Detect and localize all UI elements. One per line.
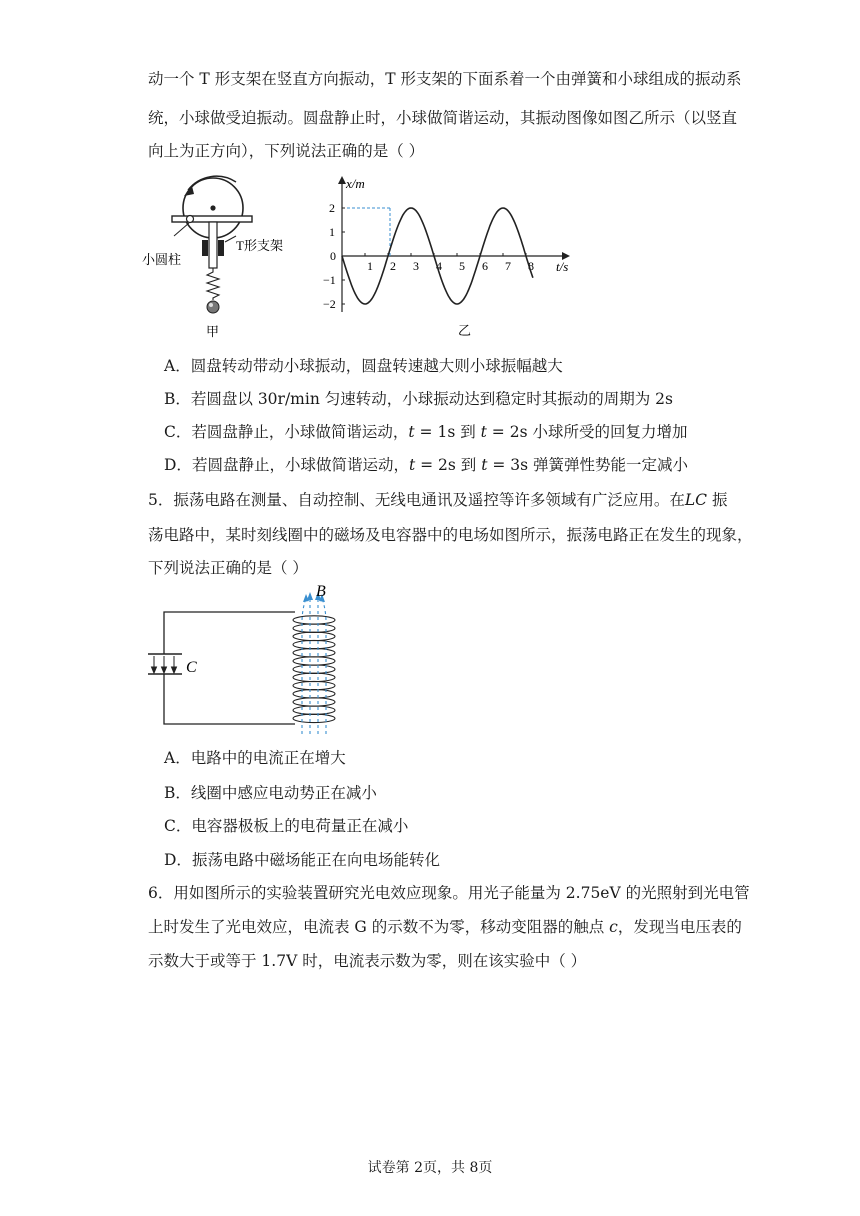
q5-option-a: A．电路中的电流正在增大: [164, 749, 346, 767]
label-t-bracket: T形支架: [236, 238, 283, 253]
q4-line-1: 动一个 T 形支架在竖直方向振动，T 形支架的下面系着一个由弹簧和小球组成的振动系: [148, 70, 742, 88]
y-tick-label: 1: [329, 225, 335, 239]
y-tick-label: −2: [323, 297, 336, 311]
label-small-cylinder: 小圆柱: [142, 252, 182, 267]
q5-line-2: 荡电路中，某时刻线圈中的磁场及电容器中的电场如图所示，振荡电路正在发生的现象，: [148, 526, 753, 544]
x-tick-label: 1: [367, 259, 373, 273]
q6-line-3: 示数大于或等于 1.7V 时，电流表示数为零，则在该实验中（ ）: [148, 952, 587, 970]
x-tick-label: 5: [459, 259, 465, 273]
coil-turn: [293, 657, 335, 665]
q4-option-a: A．圆盘转动带动小球振动，圆盘转速越大则小球振幅越大: [164, 357, 563, 375]
label-c: C: [186, 659, 197, 676]
x-tick-label: 4: [436, 259, 442, 273]
coil-turn: [293, 673, 335, 681]
caption-jia: 甲: [206, 324, 220, 339]
q4-option-d: D．若圆盘静止，小球做简谐运动，t = 2s 到 t = 3s 弹簧弹性势能一定减小: [164, 456, 689, 474]
coil-turn: [293, 640, 335, 648]
coil-turn: [293, 706, 335, 714]
x-tick-label: 2: [390, 259, 396, 273]
q4-option-c: C．若圆盘静止，小球做简谐运动，t = 1s 到 t = 2s 小球所受的回复力增加: [164, 423, 688, 441]
label-b: B: [316, 583, 326, 600]
y-tick-label: −1: [323, 273, 336, 287]
q4-line-3: 向上为正方向），下列说法正确的是（ ）: [148, 142, 425, 160]
coil-turn: [293, 714, 335, 722]
figure-lc-circuit: [140, 582, 370, 742]
coil-turn: [293, 649, 335, 657]
q4-option-b: B．若圆盘以 30r/min 匀速转动，小球振动达到稳定时其振动的周期为 2s: [164, 390, 673, 408]
figure-jia: [140, 176, 300, 346]
q6-line-1: 6．用如图所示的实验装置研究光电效应现象。用光子能量为 2.75eV 的光照射到光电管: [148, 884, 750, 902]
coil-turn: [293, 616, 335, 624]
x-tick-label: 6: [482, 259, 488, 273]
q5-line-1: 5．振荡电路在测量、自动控制、无线电通讯及遥控等许多领域有广泛应用。在LC 振: [148, 491, 728, 509]
x-tick-label: 8: [528, 259, 534, 273]
x-tick-label: 7: [505, 259, 511, 273]
q5-line-3: 下列说法正确的是（ ）: [148, 559, 308, 577]
q4-line-2: 统，小球做受迫振动。圆盘静止时，小球做简谐运动，其振动图像如图乙所示（以竖直: [148, 109, 738, 127]
ylabel: x/m: [346, 176, 365, 191]
x-tick-label: 3: [413, 259, 419, 273]
q6-line-2: 上时发生了光电效应，电流表 G 的示数不为零，移动变阻器的触点 c，发现当电压表的: [148, 918, 742, 936]
coil-turn: [293, 665, 335, 673]
q5-option-d: D．振荡电路中磁场能正在向电场能转化: [164, 851, 440, 869]
q5-option-c: C．电容器极板上的电荷量正在减小: [164, 817, 409, 835]
y-tick-label: 2: [329, 201, 335, 215]
page-footer: 试卷第 2页，共 8页: [367, 1160, 493, 1176]
coil-turn: [293, 632, 335, 640]
coil-turn: [293, 681, 335, 689]
origin-label: 0: [330, 249, 336, 263]
figure-yi: [322, 172, 572, 342]
caption-yi: 乙: [458, 323, 472, 338]
xlabel: t/s: [556, 259, 569, 274]
q5-option-b: B．线圈中感应电动势正在减小: [164, 784, 377, 802]
coil-turn: [293, 624, 335, 632]
coil-turn: [293, 698, 335, 706]
coil-turn: [293, 690, 335, 698]
